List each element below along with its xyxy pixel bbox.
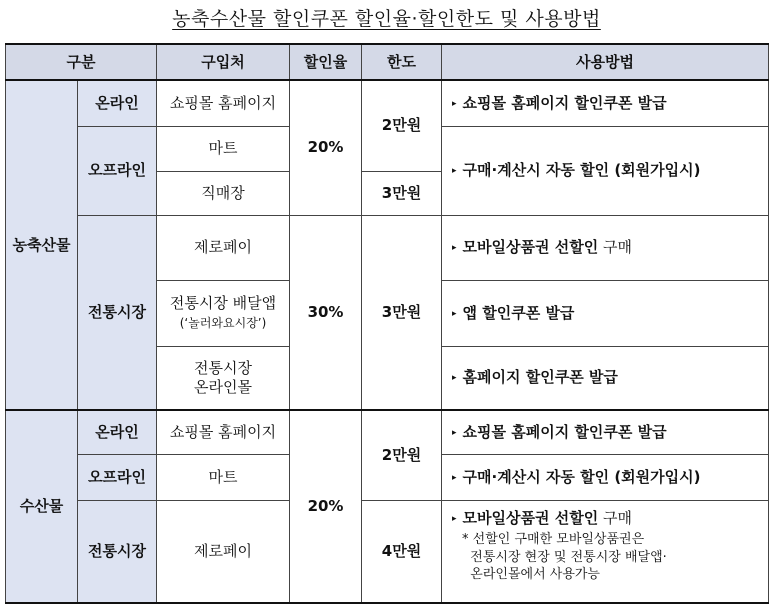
table-row: [6, 215, 769, 280]
page-title: [0, 4, 773, 31]
table-row: [6, 410, 769, 454]
triangle-bullet-icon: ▸: [452, 472, 457, 483]
triangle-bullet-icon: ▸: [452, 243, 457, 254]
limit-cell: 2만원: [362, 80, 442, 171]
method-cell: ▸ 앱 할인쿠폰 발급: [442, 280, 769, 346]
header-store: 구입처: [157, 44, 290, 80]
rate-cell: 20%: [290, 410, 362, 603]
category-agri: 농축산물: [6, 80, 78, 410]
triangle-bullet-icon: ▸: [452, 373, 457, 384]
subcategory-traditional: 전통시장: [78, 500, 157, 603]
subcategory-offline: 오프라인: [78, 126, 157, 215]
header-row: [6, 44, 769, 80]
triangle-bullet-icon: ▸: [452, 308, 457, 319]
rate-cell: 20%: [290, 80, 362, 215]
store-cell: 쇼핑몰 홈페이지: [157, 410, 290, 454]
discount-table: [5, 43, 769, 604]
store-cell: 전통시장 온라인몰: [157, 346, 290, 410]
method-cell: ▸ 구매·계산시 자동 할인 (회원가입시): [442, 454, 769, 500]
store-cell: 전통시장 배달앱 (‘놀러와요시장’): [157, 280, 290, 346]
method-cell: ▸ 홈페이지 할인쿠폰 발급: [442, 346, 769, 410]
limit-cell: 3만원: [362, 215, 442, 410]
triangle-bullet-icon: ▸: [452, 427, 457, 438]
store-cell: 마트: [157, 126, 290, 171]
subcategory-traditional: 전통시장: [78, 215, 157, 410]
store-cell: 제로페이: [157, 500, 290, 603]
subcategory-offline: 오프라인: [78, 454, 157, 500]
subcategory-online: 온라인: [78, 410, 157, 454]
method-cell: ▸ 쇼핑몰 홈페이지 할인쿠폰 발급: [442, 410, 769, 454]
limit-cell: 2만원: [362, 410, 442, 500]
store-cell: 제로페이: [157, 215, 290, 280]
rate-cell: 30%: [290, 215, 362, 410]
triangle-bullet-icon: ▸: [452, 513, 457, 524]
method-cell: ▸ 구매·계산시 자동 할인 (회원가입시): [442, 126, 769, 215]
limit-cell: 4만원: [362, 500, 442, 603]
header-method: 사용방법: [442, 44, 769, 80]
subcategory-online: 온라인: [78, 80, 157, 126]
table-row: [6, 500, 769, 603]
store-cell: 직매장: [157, 171, 290, 215]
header-category: 구분: [6, 44, 157, 80]
triangle-bullet-icon: ▸: [452, 98, 457, 109]
store-cell: 마트: [157, 454, 290, 500]
header-rate: 할인율: [290, 44, 362, 80]
title-text: 농축수산물 할인쿠폰 할인율·할인한도 및 사용방법: [172, 8, 601, 30]
limit-cell: 3만원: [362, 171, 442, 215]
category-sea: 수산물: [6, 410, 78, 603]
method-cell: ▸ 모바일상품권 선할인 구매: [442, 215, 769, 280]
method-cell: ▸ 모바일상품권 선할인 구매 * 선할인 구매한 모바일상품권은 전통시장 현장 및 전통시장 배달앱· 온라인몰에서 사용가능: [442, 500, 769, 603]
usage-note: * 선할인 구매한 모바일상품권은 전통시장 현장 및 전통시장 배달앱· 온라인몰에서 사용가능: [462, 532, 667, 583]
table-row: [6, 80, 769, 126]
header-limit: 한도: [362, 44, 442, 80]
triangle-bullet-icon: ▸: [452, 166, 457, 177]
store-cell: 쇼핑몰 홈페이지: [157, 80, 290, 126]
method-cell: ▸ 쇼핑몰 홈페이지 할인쿠폰 발급: [442, 80, 769, 126]
